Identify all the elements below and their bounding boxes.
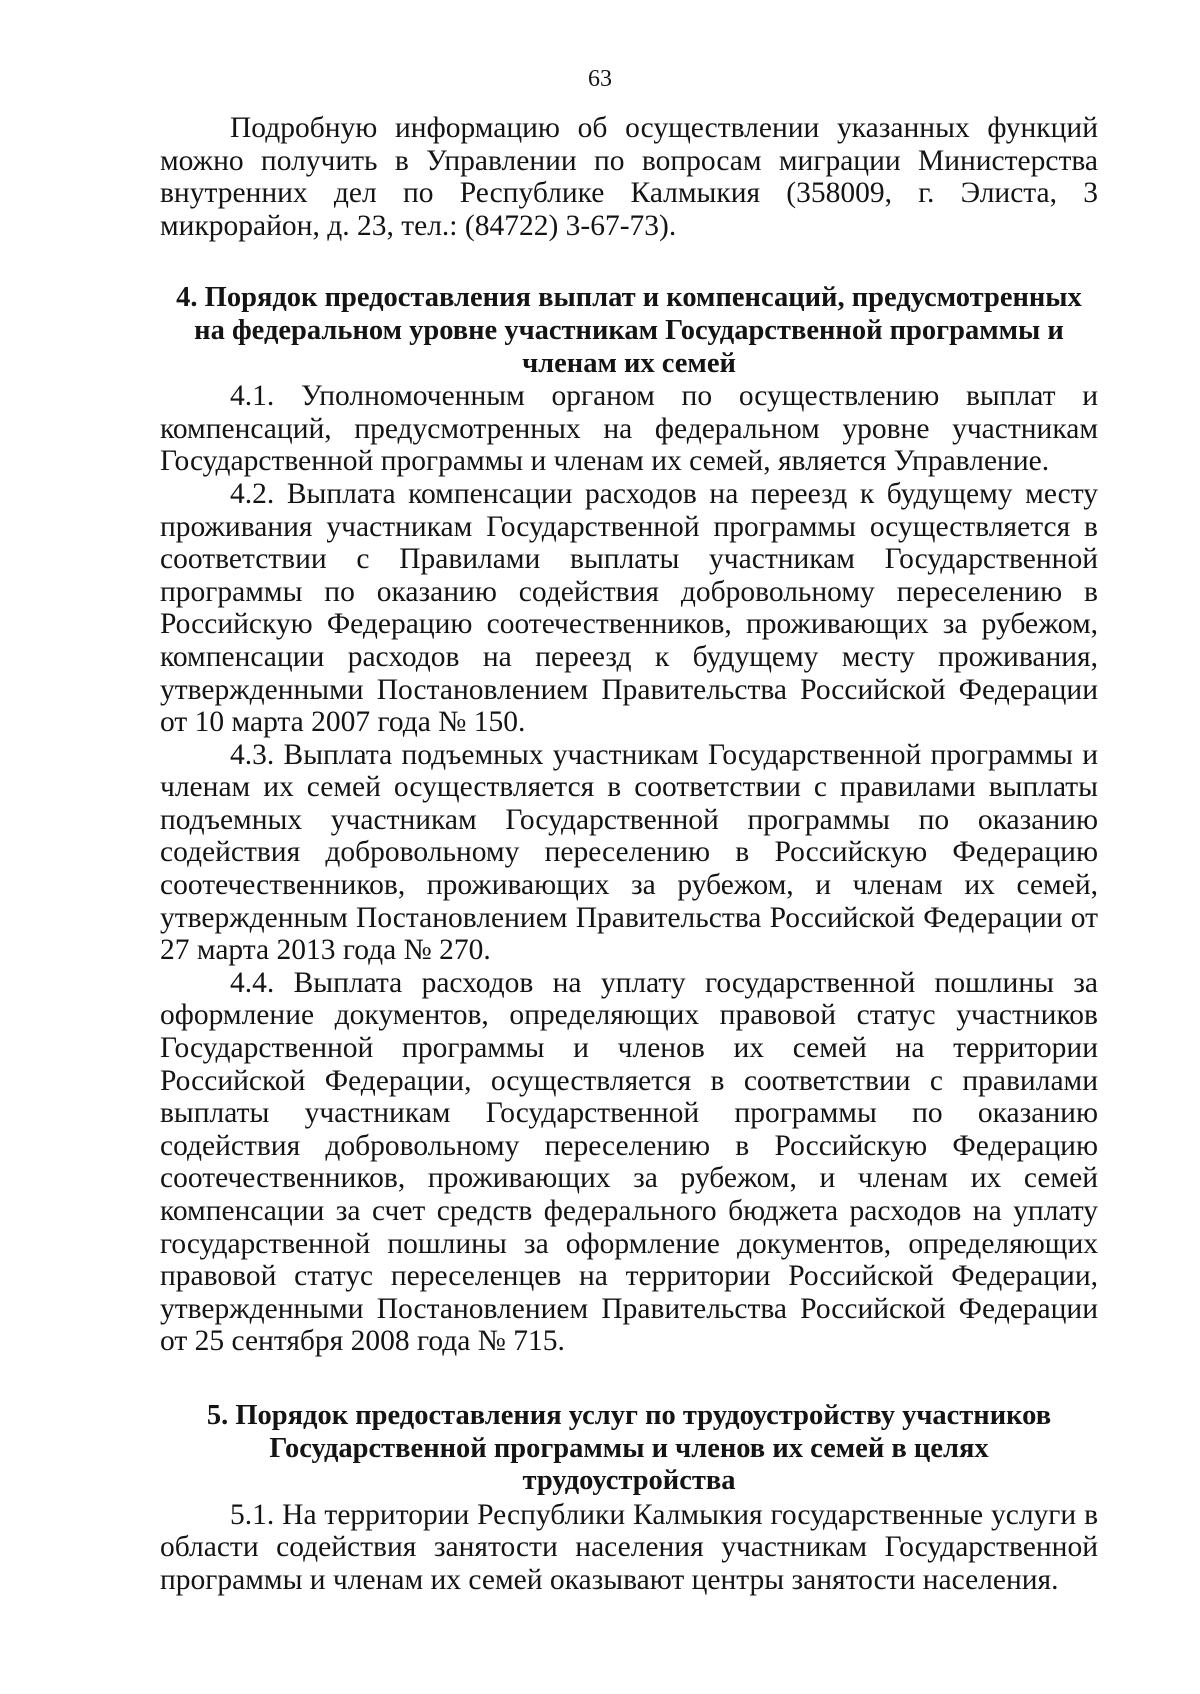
page-number: 63: [588, 66, 612, 92]
paragraph-4-4: 4.4. Выплата расходов на уплату государственной пошлины за оформление документов, определяющих правовой статус участников Государственной программы и членов их семей на территории Российской Федерации, осуществляется в соответствии с правилами выплаты участникам Государственной программы по оказанию содействия добровольному переселению в Российскую Федерацию соотечественников, проживающих за рубежом, и членам их семей компенсации за счет средств федерального бюджета расходов на уплату государственной пошлины за оформление документов, определяющих правовой статус переселенцев на территории Российской Федерации, утвержденными Постановлением Правительства Российской Федерации от 25 сентября 2008 года № 715.: [160, 966, 1098, 1358]
paragraph-4-3: 4.3. Выплата подъемных участникам Государственной программы и членам их семей осуществляется в соответствии с правилами выплаты подъемных участникам Государственной программы по оказанию содействия добровольному переселению в Российскую Федерацию соотечественников, проживающих за рубежом, и членам их семей, утвержденным Постановлением Правительства Российской Федерации от 27 марта 2013 года № 270.: [160, 738, 1098, 967]
section-5-heading: 5. Порядок предоставления услуг по трудоустройству участников Государственной программы и членов их семей в целях трудоустройства: [206, 1399, 1052, 1497]
page-content: [160, 112, 1098, 1597]
paragraph-4-2: 4.2. Выплата компенсации расходов на переезд к будущему месту проживания участникам Государственной программы осуществляется в соответствии с Правилами выплаты участникам Государственной программы по оказанию содействия добровольному переселению в Российскую Федерацию соотечественников, проживающих за рубежом, компенсации расходов на переезд к будущему месту проживания, утвержденными Постановлением Правительства Российской Федерации от 10 марта 2007 года № 150.: [160, 477, 1098, 739]
intro-paragraph: Подробную информацию об осуществлении указанных функций можно получить в Управлении по вопросам миграции Министерства внутренних дел по Республике Калмыкия (358009, г. Элиста, 3 микрорайон, д. 23, тел.: (84722) 3-67-73).: [160, 112, 1098, 242]
section-4-heading: 4. Порядок предоставления выплат и компенсаций, предусмотренных на федеральном уровне участникам Государственной программы и членам их семей: [176, 282, 1082, 379]
paragraph-4-1: 4.1. Уполномоченным органом по осуществлению выплат и компенсаций, предусмотренных на федеральном уровне участникам Государственной программы и членам их семей, является Управление.: [160, 380, 1098, 478]
paragraph-5-1: 5.1. На территории Республики Калмыкия государственные услуги в области содействия занятости населения участникам Государственной программы и членам их семей оказывают центры занятости населения.: [160, 1498, 1098, 1596]
